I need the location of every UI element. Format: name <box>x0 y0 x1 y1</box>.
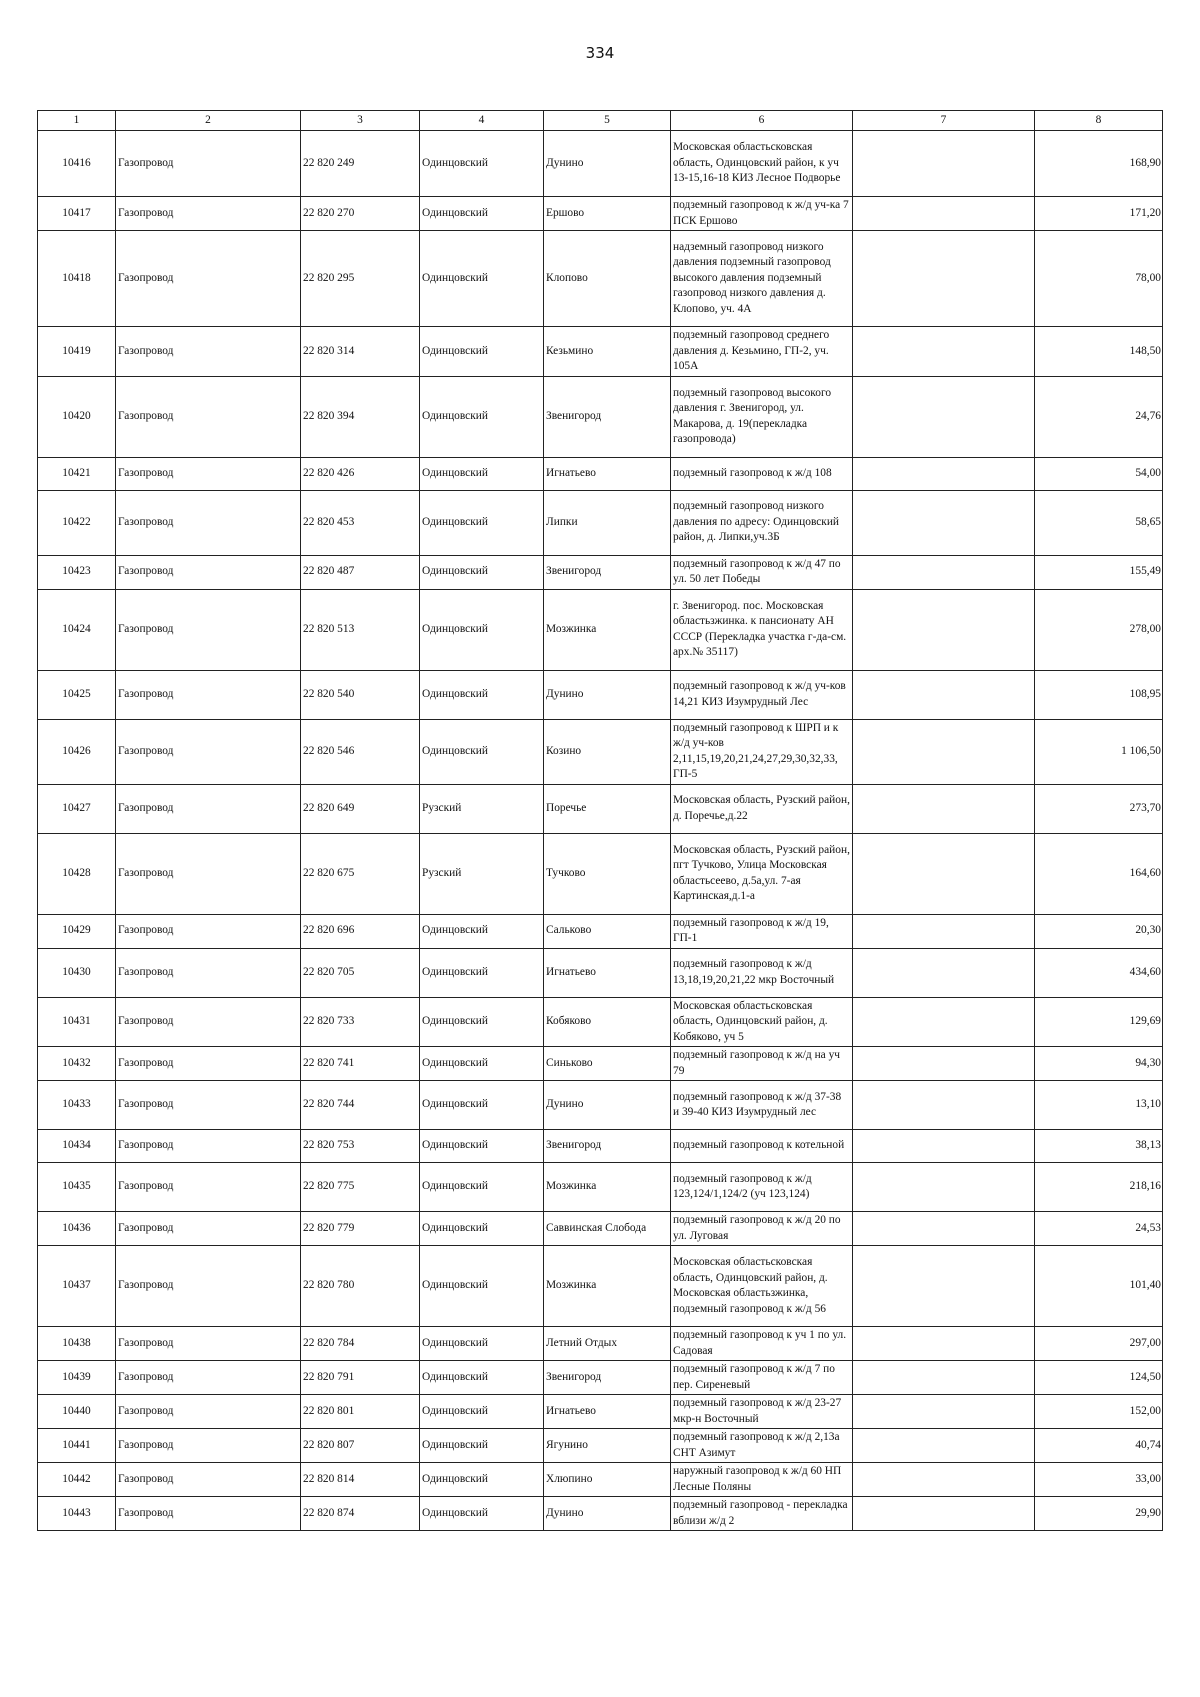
cell-description: подземный газопровод к ж/д 47 по ул. 50 лет Победы <box>671 555 853 589</box>
table-row <box>38 231 1163 327</box>
cell-district: Одинцовский <box>420 376 544 457</box>
cell-value: 13,10 <box>1035 1081 1163 1130</box>
cell-col7 <box>853 555 1035 589</box>
cell-value: 20,30 <box>1035 914 1163 948</box>
cell-code: 22 820 540 <box>301 670 420 719</box>
cell-district: Одинцовский <box>420 1163 544 1212</box>
cell-col7 <box>853 997 1035 1047</box>
cell-district: Одинцовский <box>420 327 544 377</box>
cell-code: 22 820 487 <box>301 555 420 589</box>
cell-value: 1 106,50 <box>1035 719 1163 784</box>
cell-locality: Кобяково <box>544 997 671 1047</box>
table-row <box>38 327 1163 377</box>
cell-number: 10432 <box>38 1047 116 1081</box>
cell-value: 434,60 <box>1035 948 1163 997</box>
cell-value: 148,50 <box>1035 327 1163 377</box>
cell-description: подземный газопровод к ж/д 108 <box>671 457 853 490</box>
cell-object-type: Газопровод <box>116 555 301 589</box>
cell-district: Одинцовский <box>420 1429 544 1463</box>
cell-col7 <box>853 197 1035 231</box>
cell-description: Московская область, Рузский район, д. Поречье,д.22 <box>671 784 853 833</box>
cell-object-type: Газопровод <box>116 1163 301 1212</box>
cell-code: 22 820 675 <box>301 833 420 914</box>
cell-number: 10442 <box>38 1463 116 1497</box>
cell-value: 129,69 <box>1035 997 1163 1047</box>
cell-locality: Дунино <box>544 670 671 719</box>
cell-description: подземный газопровод к ж/д 7 по пер. Сиреневый <box>671 1361 853 1395</box>
cell-col7 <box>853 1163 1035 1212</box>
cell-number: 10440 <box>38 1395 116 1429</box>
cell-locality: Тучково <box>544 833 671 914</box>
cell-locality: Ягунино <box>544 1429 671 1463</box>
cell-col7 <box>853 1246 1035 1327</box>
cell-object-type: Газопровод <box>116 1395 301 1429</box>
table-row <box>38 589 1163 670</box>
cell-district: Одинцовский <box>420 1047 544 1081</box>
cell-code: 22 820 775 <box>301 1163 420 1212</box>
cell-district: Одинцовский <box>420 131 544 197</box>
table-row <box>38 490 1163 555</box>
table-row <box>38 784 1163 833</box>
cell-object-type: Газопровод <box>116 1463 301 1497</box>
cell-description: подземный газопровод к ж/д уч-ков 14,21 КИЗ Изумрудный Лес <box>671 670 853 719</box>
cell-district: Одинцовский <box>420 231 544 327</box>
cell-value: 54,00 <box>1035 457 1163 490</box>
cell-object-type: Газопровод <box>116 1327 301 1361</box>
table-row <box>38 131 1163 197</box>
cell-description: подземный газопровод к ШРП и к ж/д уч-ков 2,11,15,19,20,21,24,27,29,30,32,33, ГП-5 <box>671 719 853 784</box>
cell-number: 10441 <box>38 1429 116 1463</box>
cell-district: Рузский <box>420 784 544 833</box>
header-cell-2: 2 <box>116 111 301 131</box>
cell-object-type: Газопровод <box>116 231 301 327</box>
header-row <box>38 111 1163 131</box>
cell-col7 <box>853 376 1035 457</box>
table-row <box>38 197 1163 231</box>
cell-description: подземный газопровод к уч 1 по ул. Садовая <box>671 1327 853 1361</box>
cell-district: Одинцовский <box>420 1212 544 1246</box>
cell-code: 22 820 814 <box>301 1463 420 1497</box>
cell-locality: Ершово <box>544 197 671 231</box>
cell-col7 <box>853 1361 1035 1395</box>
cell-district: Одинцовский <box>420 719 544 784</box>
cell-value: 152,00 <box>1035 1395 1163 1429</box>
cell-locality: Звенигород <box>544 1130 671 1163</box>
cell-number: 10438 <box>38 1327 116 1361</box>
cell-value: 164,60 <box>1035 833 1163 914</box>
cell-col7 <box>853 490 1035 555</box>
cell-code: 22 820 801 <box>301 1395 420 1429</box>
cell-object-type: Газопровод <box>116 131 301 197</box>
cell-value: 168,90 <box>1035 131 1163 197</box>
cell-locality: Мозжинка <box>544 1246 671 1327</box>
cell-district: Одинцовский <box>420 670 544 719</box>
page-number: 334 <box>585 44 615 62</box>
cell-district: Одинцовский <box>420 1463 544 1497</box>
table-row <box>38 670 1163 719</box>
header-cell-7: 7 <box>853 111 1035 131</box>
cell-locality: Мозжинка <box>544 589 671 670</box>
cell-code: 22 820 513 <box>301 589 420 670</box>
cell-value: 58,65 <box>1035 490 1163 555</box>
cell-locality: Звенигород <box>544 555 671 589</box>
cell-locality: Звенигород <box>544 1361 671 1395</box>
cell-number: 10417 <box>38 197 116 231</box>
table-row <box>38 1081 1163 1130</box>
cell-object-type: Газопровод <box>116 1429 301 1463</box>
cell-number: 10419 <box>38 327 116 377</box>
cell-value: 278,00 <box>1035 589 1163 670</box>
cell-value: 33,00 <box>1035 1463 1163 1497</box>
cell-locality: Звенигород <box>544 376 671 457</box>
cell-district: Одинцовский <box>420 1130 544 1163</box>
cell-description: Московская область, Рузский район, пгт Тучково, Улица Московская областьсеево, д.5а,ул. 7-ая Картинская,д.1-а <box>671 833 853 914</box>
table-row <box>38 833 1163 914</box>
cell-object-type: Газопровод <box>116 1047 301 1081</box>
cell-code: 22 820 733 <box>301 997 420 1047</box>
cell-description: подземный газопровод к ж/д 123,124/1,124/2 (уч 123,124) <box>671 1163 853 1212</box>
table-row <box>38 1246 1163 1327</box>
table-row <box>38 997 1163 1047</box>
table-row <box>38 1429 1163 1463</box>
table-row <box>38 1361 1163 1395</box>
table-row <box>38 376 1163 457</box>
cell-object-type: Газопровод <box>116 948 301 997</box>
cell-description: подземный газопровод к ж/д 2,13а СНТ Азимут <box>671 1429 853 1463</box>
cell-number: 10433 <box>38 1081 116 1130</box>
cell-object-type: Газопровод <box>116 670 301 719</box>
cell-locality: Игнатьево <box>544 948 671 997</box>
cell-description: подземный газопровод к ж/д уч-ка 7 ПСК Ершово <box>671 197 853 231</box>
cell-number: 10437 <box>38 1246 116 1327</box>
cell-number: 10422 <box>38 490 116 555</box>
cell-value: 24,53 <box>1035 1212 1163 1246</box>
cell-col7 <box>853 948 1035 997</box>
cell-description: подземный газопровод низкого давления по адресу: Одинцовский район, д. Липки,уч.3Б <box>671 490 853 555</box>
cell-district: Одинцовский <box>420 948 544 997</box>
cell-col7 <box>853 833 1035 914</box>
cell-locality: Липки <box>544 490 671 555</box>
cell-locality: Игнатьево <box>544 1395 671 1429</box>
cell-number: 10436 <box>38 1212 116 1246</box>
cell-district: Рузский <box>420 833 544 914</box>
cell-object-type: Газопровод <box>116 1497 301 1531</box>
cell-code: 22 820 426 <box>301 457 420 490</box>
cell-number: 10427 <box>38 784 116 833</box>
cell-code: 22 820 453 <box>301 490 420 555</box>
table-row <box>38 1163 1163 1212</box>
cell-object-type: Газопровод <box>116 1081 301 1130</box>
cell-number: 10416 <box>38 131 116 197</box>
table-row <box>38 719 1163 784</box>
cell-code: 22 820 784 <box>301 1327 420 1361</box>
table-row <box>38 555 1163 589</box>
cell-col7 <box>853 1081 1035 1130</box>
cell-description: подземный газопровод к ж/д на уч 79 <box>671 1047 853 1081</box>
cell-locality: Игнатьево <box>544 457 671 490</box>
cell-object-type: Газопровод <box>116 376 301 457</box>
cell-object-type: Газопровод <box>116 1361 301 1395</box>
cell-code: 22 820 314 <box>301 327 420 377</box>
table-row <box>38 457 1163 490</box>
cell-number: 10439 <box>38 1361 116 1395</box>
cell-district: Одинцовский <box>420 490 544 555</box>
cell-object-type: Газопровод <box>116 490 301 555</box>
cell-description: подземный газопровод среднего давления д. Кезьмино, ГП-2, уч. 105А <box>671 327 853 377</box>
cell-district: Одинцовский <box>420 197 544 231</box>
cell-district: Одинцовский <box>420 997 544 1047</box>
cell-number: 10424 <box>38 589 116 670</box>
cell-col7 <box>853 589 1035 670</box>
cell-value: 273,70 <box>1035 784 1163 833</box>
cell-code: 22 820 295 <box>301 231 420 327</box>
cell-locality: Саввинская Слобода <box>544 1212 671 1246</box>
table-row <box>38 1130 1163 1163</box>
cell-district: Одинцовский <box>420 1361 544 1395</box>
cell-description: Московская областьсковская область, Одинцовский район, д. Московская областьзжинка, подземный газопровод к ж/д 56 <box>671 1246 853 1327</box>
cell-description: подземный газопровод к ж/д 20 по ул. Луговая <box>671 1212 853 1246</box>
cell-object-type: Газопровод <box>116 997 301 1047</box>
cell-locality: Синьково <box>544 1047 671 1081</box>
cell-number: 10429 <box>38 914 116 948</box>
cell-value: 218,16 <box>1035 1163 1163 1212</box>
header-cell-3: 3 <box>301 111 420 131</box>
cell-value: 94,30 <box>1035 1047 1163 1081</box>
cell-number: 10420 <box>38 376 116 457</box>
cell-value: 101,40 <box>1035 1246 1163 1327</box>
cell-locality: Поречье <box>544 784 671 833</box>
cell-number: 10418 <box>38 231 116 327</box>
cell-description: Московская областьсковская область, Одинцовский район, д. Кобяково, уч 5 <box>671 997 853 1047</box>
table-row <box>38 1212 1163 1246</box>
cell-value: 29,90 <box>1035 1497 1163 1531</box>
cell-district: Одинцовский <box>420 457 544 490</box>
cell-district: Одинцовский <box>420 555 544 589</box>
cell-description: подземный газопровод к ж/д 13,18,19,20,21,22 мкр Восточный <box>671 948 853 997</box>
table-row <box>38 1395 1163 1429</box>
cell-value: 108,95 <box>1035 670 1163 719</box>
header-cell-6: 6 <box>671 111 853 131</box>
cell-number: 10443 <box>38 1497 116 1531</box>
cell-code: 22 820 696 <box>301 914 420 948</box>
cell-description: подземный газопровод высокого давления г. Звенигород, ул. Макарова, д. 19(перекладка газопровода) <box>671 376 853 457</box>
cell-col7 <box>853 670 1035 719</box>
cell-code: 22 820 791 <box>301 1361 420 1395</box>
cell-code: 22 820 780 <box>301 1246 420 1327</box>
cell-district: Одинцовский <box>420 914 544 948</box>
cell-locality: Козино <box>544 719 671 784</box>
table-row <box>38 1047 1163 1081</box>
header-cell-4: 4 <box>420 111 544 131</box>
cell-object-type: Газопровод <box>116 833 301 914</box>
cell-code: 22 820 249 <box>301 131 420 197</box>
cell-col7 <box>853 327 1035 377</box>
cell-number: 10435 <box>38 1163 116 1212</box>
cell-object-type: Газопровод <box>116 719 301 784</box>
cell-number: 10425 <box>38 670 116 719</box>
cell-code: 22 820 807 <box>301 1429 420 1463</box>
cell-code: 22 820 779 <box>301 1212 420 1246</box>
cell-locality: Дунино <box>544 1497 671 1531</box>
cell-district: Одинцовский <box>420 1395 544 1429</box>
cell-col7 <box>853 1429 1035 1463</box>
cell-number: 10431 <box>38 997 116 1047</box>
cell-locality: Дунино <box>544 1081 671 1130</box>
cell-district: Одинцовский <box>420 1327 544 1361</box>
cell-object-type: Газопровод <box>116 914 301 948</box>
cell-col7 <box>853 914 1035 948</box>
cell-locality: Сальково <box>544 914 671 948</box>
table-row <box>38 914 1163 948</box>
cell-description: подземный газопровод - перекладка вблизи ж/д 2 <box>671 1497 853 1531</box>
cell-value: 78,00 <box>1035 231 1163 327</box>
cell-locality: Мозжинка <box>544 1163 671 1212</box>
cell-description: надземный газопровод низкого давления подземный газопровод высокого давления подземный газопровод низкого давления д. Клопово, уч. 4А <box>671 231 853 327</box>
cell-object-type: Газопровод <box>116 1246 301 1327</box>
cell-description: наружный газопровод к ж/д 60 НП Лесные Поляны <box>671 1463 853 1497</box>
cell-value: 155,49 <box>1035 555 1163 589</box>
cell-district: Одинцовский <box>420 589 544 670</box>
cell-value: 171,20 <box>1035 197 1163 231</box>
cell-number: 10423 <box>38 555 116 589</box>
table-row <box>38 1327 1163 1361</box>
cell-object-type: Газопровод <box>116 457 301 490</box>
cell-district: Одинцовский <box>420 1081 544 1130</box>
cell-code: 22 820 270 <box>301 197 420 231</box>
cell-object-type: Газопровод <box>116 1212 301 1246</box>
cell-col7 <box>853 1212 1035 1246</box>
table-body <box>38 131 1163 1531</box>
cell-code: 22 820 394 <box>301 376 420 457</box>
cell-number: 10430 <box>38 948 116 997</box>
cell-col7 <box>853 131 1035 197</box>
cell-description: подземный газопровод к котельной <box>671 1130 853 1163</box>
cell-description: подземный газопровод к ж/д 19, ГП-1 <box>671 914 853 948</box>
cell-value: 124,50 <box>1035 1361 1163 1395</box>
cell-code: 22 820 741 <box>301 1047 420 1081</box>
cell-locality: Дунино <box>544 131 671 197</box>
table-row <box>38 948 1163 997</box>
cell-col7 <box>853 1497 1035 1531</box>
cell-number: 10426 <box>38 719 116 784</box>
cell-value: 297,00 <box>1035 1327 1163 1361</box>
cell-description: подземный газопровод к ж/д 37-38 и 39-40 КИЗ Изумрудный лес <box>671 1081 853 1130</box>
cell-value: 24,76 <box>1035 376 1163 457</box>
cell-col7 <box>853 1463 1035 1497</box>
cell-locality: Летний Отдых <box>544 1327 671 1361</box>
table-row <box>38 1463 1163 1497</box>
cell-locality: Кезьмино <box>544 327 671 377</box>
cell-code: 22 820 705 <box>301 948 420 997</box>
header-cell-8: 8 <box>1035 111 1163 131</box>
cell-code: 22 820 753 <box>301 1130 420 1163</box>
cell-number: 10434 <box>38 1130 116 1163</box>
cell-locality: Клопово <box>544 231 671 327</box>
cell-value: 40,74 <box>1035 1429 1163 1463</box>
cell-col7 <box>853 1395 1035 1429</box>
cell-description: Московская областьсковская область, Одинцовский район, к уч 13-15,16-18 КИЗ Лесное Подворье <box>671 131 853 197</box>
cell-code: 22 820 744 <box>301 1081 420 1130</box>
cell-col7 <box>853 1327 1035 1361</box>
cell-code: 22 820 649 <box>301 784 420 833</box>
cell-locality: Хлюпино <box>544 1463 671 1497</box>
cell-col7 <box>853 1130 1035 1163</box>
cell-value: 38,13 <box>1035 1130 1163 1163</box>
registry-table <box>37 110 1163 1531</box>
cell-number: 10421 <box>38 457 116 490</box>
header-cell-1: 1 <box>38 111 116 131</box>
cell-number: 10428 <box>38 833 116 914</box>
cell-object-type: Газопровод <box>116 327 301 377</box>
cell-description: подземный газопровод к ж/д 23-27 мкр-н Восточный <box>671 1395 853 1429</box>
cell-object-type: Газопровод <box>116 197 301 231</box>
cell-col7 <box>853 231 1035 327</box>
cell-col7 <box>853 457 1035 490</box>
cell-description: г. Звенигород. пос. Московская областьзжинка. к пансионату АН СССР (Перекладка участка г-да-см. арх.№ 35117) <box>671 589 853 670</box>
cell-object-type: Газопровод <box>116 1130 301 1163</box>
cell-object-type: Газопровод <box>116 589 301 670</box>
cell-code: 22 820 546 <box>301 719 420 784</box>
table-row <box>38 1497 1163 1531</box>
cell-col7 <box>853 784 1035 833</box>
header-cell-5: 5 <box>544 111 671 131</box>
cell-district: Одинцовский <box>420 1497 544 1531</box>
cell-object-type: Газопровод <box>116 784 301 833</box>
cell-col7 <box>853 1047 1035 1081</box>
cell-col7 <box>853 719 1035 784</box>
cell-code: 22 820 874 <box>301 1497 420 1531</box>
cell-district: Одинцовский <box>420 1246 544 1327</box>
